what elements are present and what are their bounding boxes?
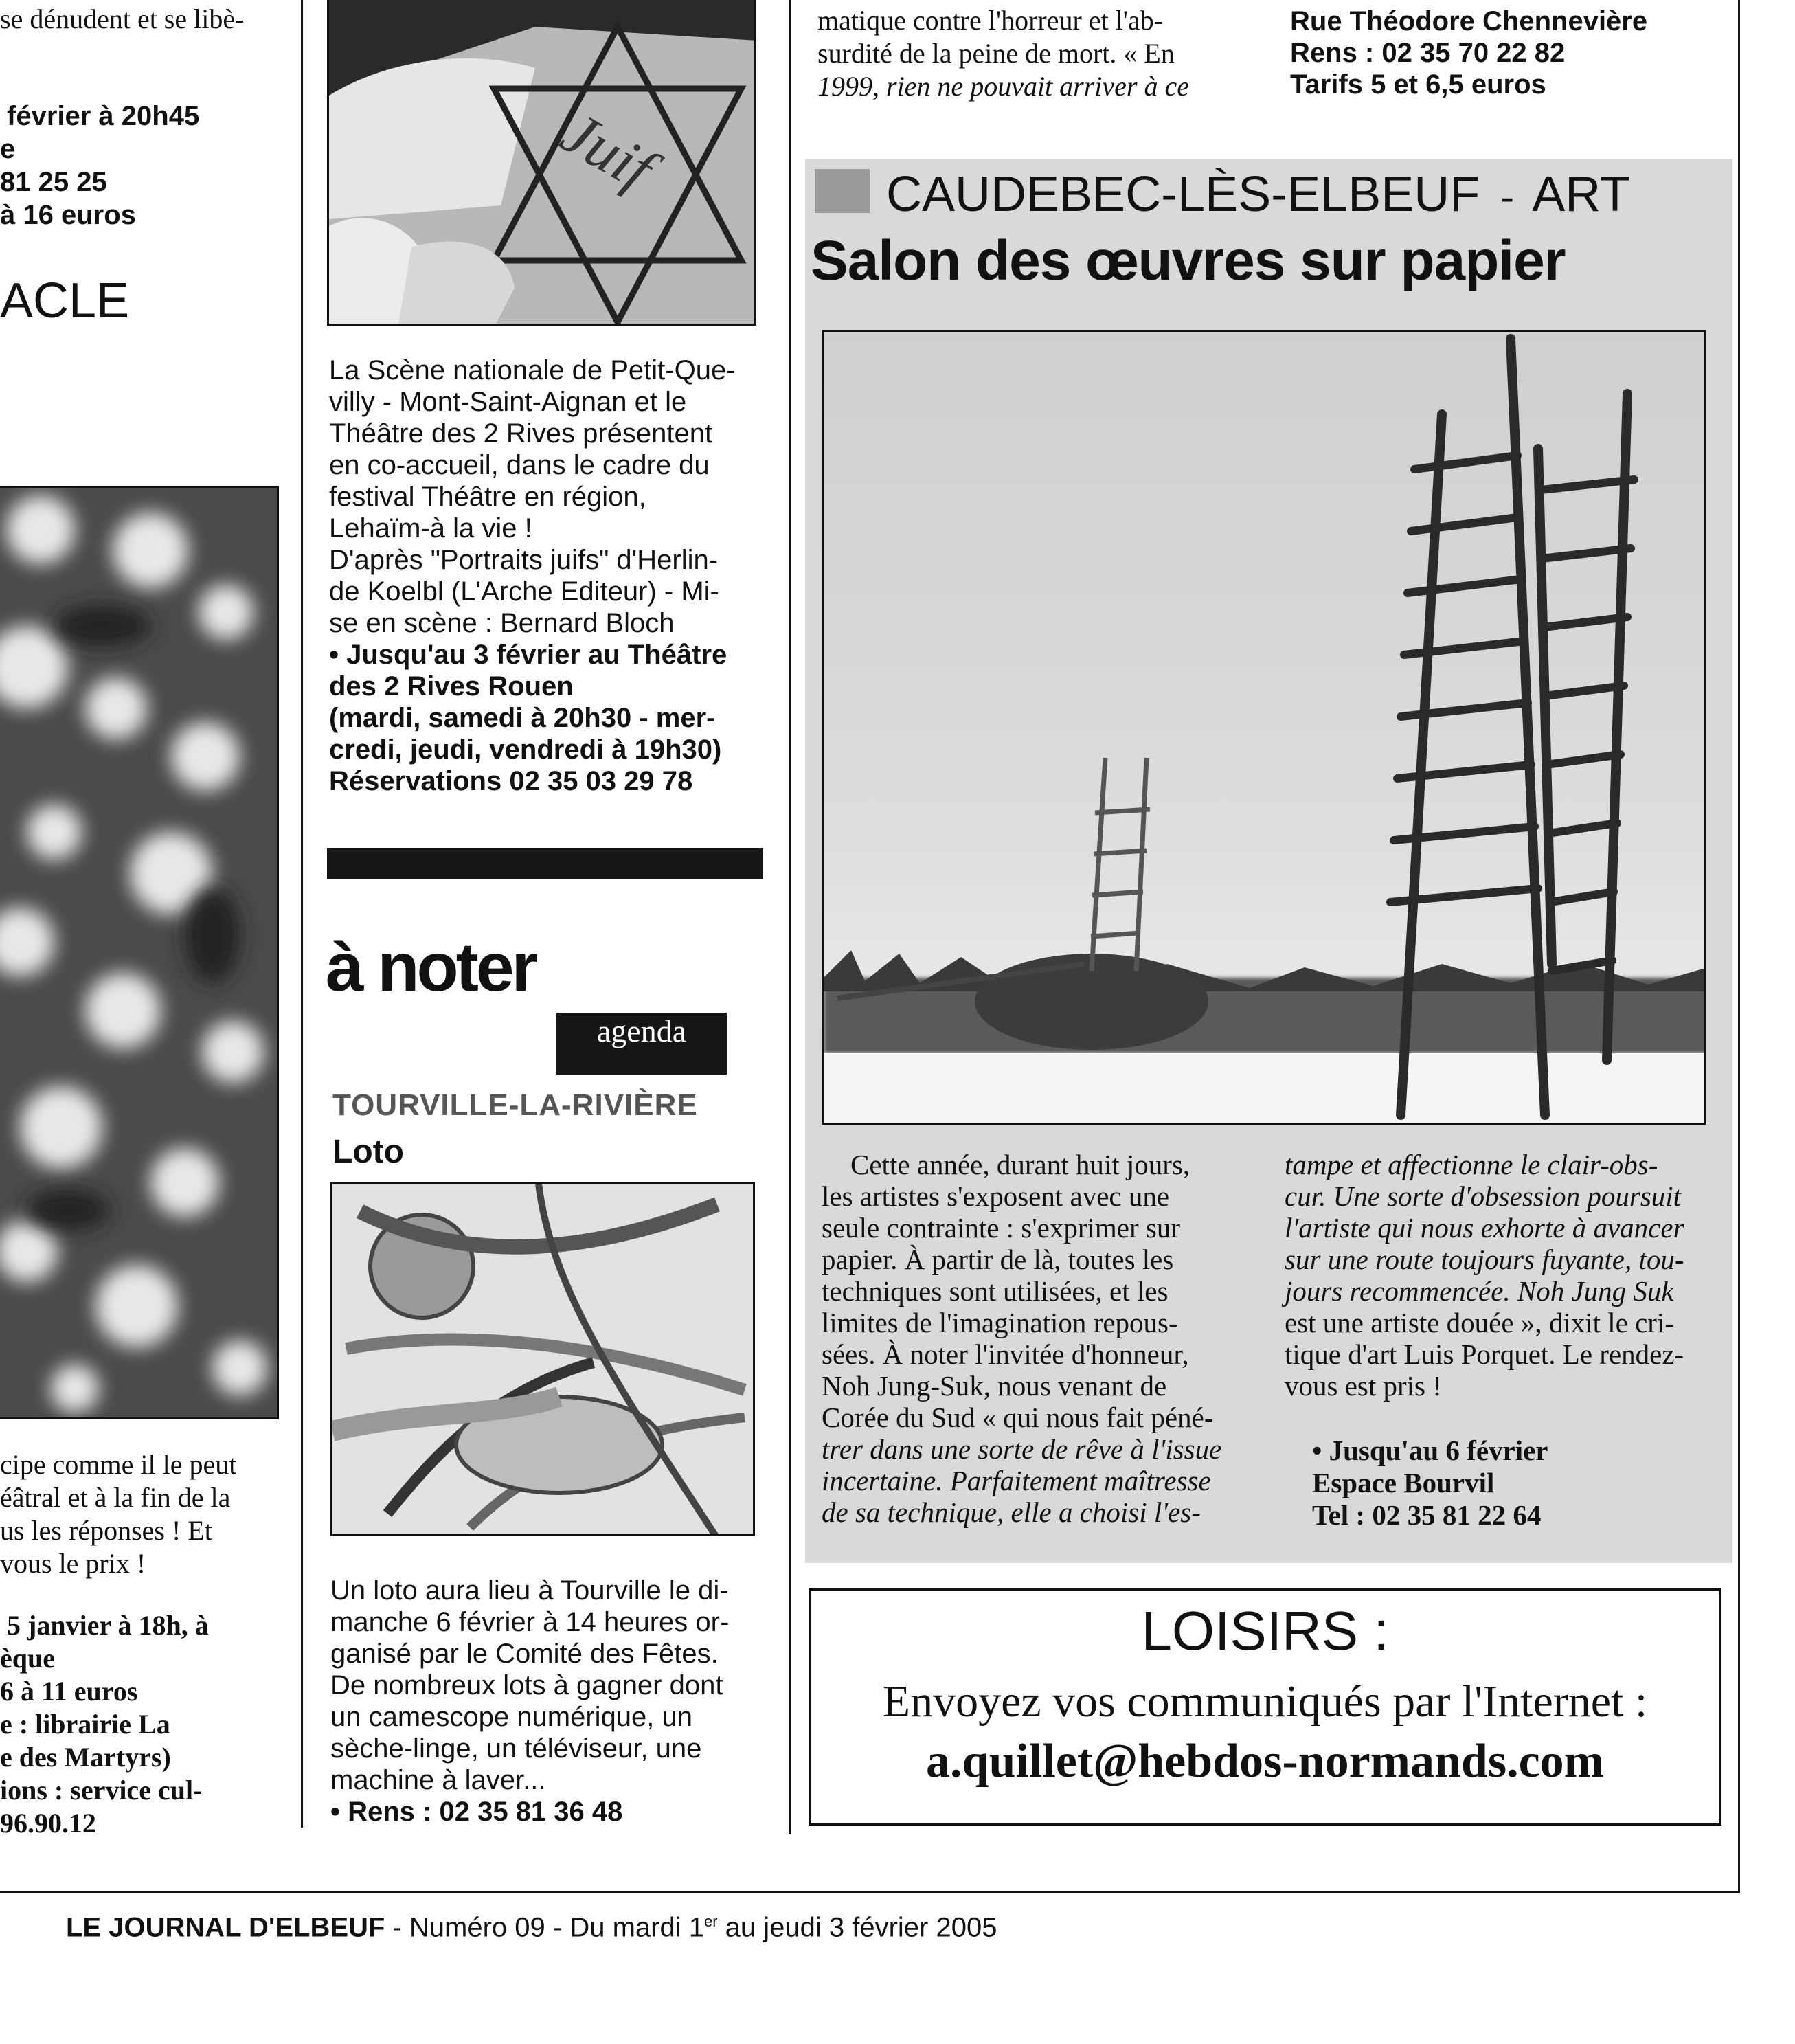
paper-name: LE JOURNAL D'ELBEUF [66, 1912, 385, 1943]
text-line: D'après "Portraits juifs" d'Herlin- [329, 545, 719, 575]
article-contact [1312, 1435, 1548, 1531]
article-kicker [886, 164, 1630, 228]
section-heading: ACLE [0, 273, 130, 328]
info-line: e [0, 134, 16, 164]
info-line: èque [0, 1643, 55, 1674]
info-line: (mardi, samedi à 20h30 - mer- [329, 703, 716, 733]
text-line: l'artiste qui nous exhorte à avancer [1285, 1212, 1684, 1244]
text-line: tampe et affectionne le clair-obs- [1285, 1149, 1658, 1180]
issue-text: - Numéro 09 - Du mardi 1 [385, 1912, 704, 1943]
svg-text:Juif: Juif [550, 98, 665, 204]
loto-illustration [330, 1182, 755, 1536]
loisirs-email[interactable]: a.quillet@hebdos-normands.com [926, 1735, 1604, 1788]
info-line: 6 à 11 euros [0, 1676, 138, 1707]
text-line: matique contre l'horreur et l'ab- [817, 5, 1164, 36]
loto-title: Loto [332, 1134, 404, 1170]
info-line: Rue Théodore Chennevière [1290, 6, 1648, 36]
left-bottom-text [0, 1448, 236, 1580]
info-line: • Jusqu'au 3 février au Théâtre [329, 640, 727, 670]
text-line: jours recommencée. Noh Jung Suk [1285, 1275, 1674, 1307]
info-line: Tarifs 5 et 6,5 euros [1290, 69, 1546, 100]
ladder-artwork [822, 330, 1706, 1125]
agenda-label-text: agenda [596, 1013, 687, 1048]
article-title: Salon des œuvres sur papier [811, 229, 1566, 292]
text-line: tique d'art Luis Porquet. Le rendez- [1285, 1338, 1684, 1370]
issue-superscript: er [703, 1913, 718, 1930]
info-line: Espace Bourvil [1312, 1467, 1495, 1498]
loto-contact: • Rens : 02 35 81 36 48 [330, 1797, 623, 1827]
heading-square [815, 169, 870, 213]
info-line: Réservations 02 35 03 29 78 [329, 766, 693, 796]
text-line: ganisé par le Comité des Fêtes. [330, 1639, 719, 1669]
loisirs-subtitle: Envoyez vos communiqués par l'Internet : [882, 1676, 1648, 1727]
text-line: Théâtre des 2 Rives présentent [329, 418, 713, 449]
text-line: sur une route toujours fuyante, tou- [1285, 1244, 1684, 1275]
article-body-left [822, 1149, 1245, 1528]
page-footer [66, 1905, 997, 1944]
info-line: credi, jeudi, vendredi à 19h30) [329, 734, 722, 765]
info-line: Rens : 02 35 70 22 82 [1290, 38, 1566, 68]
a-noter-logo: à noter [326, 929, 536, 1006]
text-line: festival Théâtre en région, [329, 482, 646, 512]
right-top-article-text [817, 4, 1189, 103]
text-line: De nombreux lots à gagner dont [330, 1670, 723, 1700]
info-line: • Jusqu'au 6 février [1312, 1435, 1548, 1466]
text-line: Lehaïm-à la vie ! [329, 513, 532, 543]
left-bottom-info [0, 1609, 209, 1840]
text-line: cur. Une sorte d'obsession poursuit [1285, 1180, 1682, 1212]
text-line: 1999, rien ne pouvait arriver à ce [817, 71, 1189, 102]
text-line: les artistes s'exposent avec une [822, 1180, 1170, 1212]
text-line: limites de l'imagination repous- [822, 1307, 1178, 1338]
info-line: 96.90.12 [0, 1808, 96, 1839]
text-line: de Koelbl (L'Arche Editeur) - Mi- [329, 576, 719, 607]
text-line: éâtral et à la fin de la [0, 1482, 231, 1513]
text-line: Un loto aura lieu à Tourville le di- [330, 1575, 729, 1606]
info-line: ions : service cul- [0, 1775, 203, 1806]
right-top-info [1290, 5, 1647, 100]
agenda-bar [327, 848, 763, 879]
text-line: Corée du Sud « qui nous fait péné- [822, 1402, 1214, 1433]
text-line: seule contrainte : s'exprimer sur [822, 1212, 1180, 1244]
article-body-right [1285, 1149, 1711, 1402]
loisirs-box [809, 1588, 1721, 1826]
text-line: se dénudent et se libè- [0, 3, 245, 34]
info-line: 81 25 25 [0, 167, 107, 197]
abstract-image [332, 1184, 755, 1536]
text-line: La Scène nationale de Petit-Que- [329, 355, 736, 385]
text-line: incertaine. Parfaitement maîtresse [822, 1465, 1211, 1496]
agenda-label [556, 1013, 727, 1075]
text-line: un camescope numérique, un [330, 1702, 692, 1732]
loto-location: TOURVILLE-LA-RIVIÈRE [332, 1088, 698, 1122]
info-line: 5 janvier à 18h, à [7, 1610, 209, 1641]
text-line: us les réponses ! Et [0, 1515, 212, 1546]
text-line: en co-accueil, dans le cadre du [329, 450, 710, 480]
article-location: CAUDEBEC-LÈS-ELBEUF [886, 167, 1480, 222]
info-line: e des Martyrs) [0, 1742, 171, 1773]
text-line: trer dans une sorte de rêve à l'issue [822, 1433, 1222, 1465]
text-line: Noh Jung-Suk, nous venant de [822, 1370, 1167, 1402]
kicker-separator: - [1500, 174, 1515, 220]
star-of-david-image [329, 0, 756, 326]
column-divider [1738, 0, 1740, 1893]
text-line: papier. À partir de là, toutes les [822, 1244, 1174, 1275]
info-line: à 16 euros [0, 200, 136, 230]
text-line: surdité de la peine de mort. « En [817, 38, 1175, 69]
text-line: vous est pris ! [1285, 1370, 1442, 1402]
column-divider [789, 0, 791, 1834]
info-line: des 2 Rives Rouen [329, 671, 574, 701]
text-line: de sa technique, elle a choisi l'es- [822, 1496, 1201, 1528]
footer-rule [0, 1891, 1740, 1893]
loisirs-title: LOISIRS : [1141, 1600, 1389, 1661]
theatre-text [329, 355, 736, 797]
issue-dates: au jeudi 3 février 2005 [717, 1912, 997, 1943]
text-line: vous le prix ! [0, 1548, 146, 1579]
left-top-text [0, 3, 244, 36]
text-line: se en scène : Bernard Bloch [329, 608, 675, 638]
flowers-image [0, 488, 279, 1419]
text-line: cipe comme il le peut [0, 1449, 237, 1480]
text-line: villy - Mont-Saint-Aignan et le [329, 387, 687, 417]
text-line: sèche-linge, un téléviseur, une [330, 1733, 702, 1764]
info-line: e : librairie La [0, 1709, 170, 1740]
loto-text [330, 1575, 729, 1828]
flowers-photo [0, 486, 279, 1419]
left-info-block [0, 100, 199, 232]
info-line: Tel : 02 35 81 22 64 [1312, 1499, 1542, 1531]
ladder-image [824, 332, 1706, 1125]
column-divider [301, 0, 303, 1828]
text-line: Cette année, durant huit jours, [850, 1149, 1190, 1180]
text-line: machine à laver... [330, 1765, 546, 1795]
article-category: ART [1532, 167, 1630, 222]
text-line: techniques sont utilisées, et les [822, 1275, 1169, 1307]
text-line: sées. À noter l'invitée d'honneur, [822, 1338, 1189, 1370]
star-of-david-photo [327, 0, 756, 326]
info-line: février à 20h45 [7, 101, 200, 131]
text-line: est une artiste douée », dixit le cri- [1285, 1307, 1674, 1338]
text-line: manche 6 février à 14 heures or- [330, 1607, 730, 1637]
